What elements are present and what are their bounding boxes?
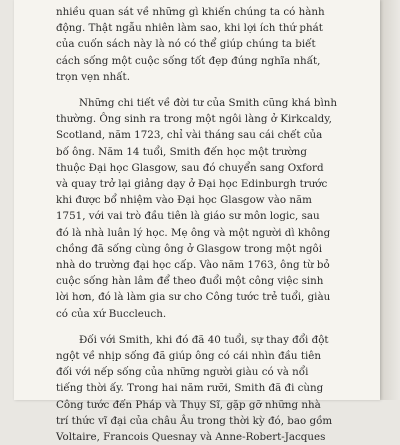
text-line: Công tước đến Pháp và Thụy Sĩ, gặp gỡ những nhà (56, 398, 321, 411)
text-line: Scotland, năm 1723, chỉ vài tháng sau cái chết của (56, 129, 323, 142)
text-line: lời hơn, đó là làm gia sư cho Công tước trẻ tuổi, giàu (56, 291, 331, 304)
text-line: 1751, với vai trò đầu tiên là giáo sư môn logic, sau (56, 210, 320, 223)
paragraph-spacer (56, 85, 360, 95)
book-page-edge (380, 0, 400, 400)
text-line: Voltaire, Francois Quesnay và Anne-Robert-Jacques (56, 431, 326, 444)
text-line: có của xứ Buccleuch. (56, 307, 167, 320)
text-line: khi được bổ nhiệm vào Đại học Glasgow vào năm (56, 194, 312, 207)
text-line: đối với nếp sống của những người giàu có và nổi (56, 366, 309, 379)
text-line: đó là nhà luân lý học. Mẹ ông và một người dì không (56, 226, 331, 239)
page-body-text (56, 4, 360, 445)
text-line: Những chi tiết về đời tư của Smith cũng khá bình (79, 97, 338, 110)
text-line: của cuốn sách này là nó có thể giúp chúng ta biết (56, 38, 316, 51)
text-line: chồng đã sống cùng ông ở Glasgow trong một ngôi (56, 242, 323, 255)
text-line: thuộc Đại học Glasgow, sau đó chuyển sang Oxford (56, 161, 324, 174)
paragraph-spacer (56, 322, 360, 332)
text-line: cuộc sống hàn lâm để theo đuổi một công việc sinh (56, 275, 324, 288)
paragraph-3 (56, 332, 360, 445)
paragraph-1 (56, 4, 360, 85)
text-line: Đối với Smith, khi đó đã 40 tuổi, sự thay đổi đột (79, 333, 329, 346)
paragraph-2 (56, 95, 360, 322)
text-line: cách sống một cuộc sống tốt đẹp đúng nghĩa nhất, (56, 54, 321, 67)
text-line: ngột về nhịp sống đã giúp ông có cái nhìn đầu tiên (56, 350, 321, 363)
text-line: và quay trở lại giảng dạy ở Đại học Edinburgh trước (56, 178, 328, 191)
text-line: nhiều quan sát về những gì khiến chúng ta có hành (56, 6, 325, 18)
text-line: bố ông. Năm 14 tuổi, Smith đến học một trường (56, 145, 307, 158)
text-line: trí thức vĩ đại của châu Âu trong thời kỳ đó, bao gồm (56, 414, 333, 427)
text-line: nhà do trường đại học cấp. Vào năm 1763, ông từ bỏ (56, 259, 330, 272)
text-line: thường. Ông sinh ra trong một ngôi làng ở Kirkcaldy, (56, 113, 332, 126)
text-line: tiếng thời ấy. Trong hai năm rưỡi, Smith đã đi cùng (56, 382, 324, 395)
book-page (14, 0, 380, 444)
text-line: trọn vẹn nhất. (56, 70, 130, 83)
text-line: động. Thật ngẫu nhiên làm sao, khi lợi ích thứ phát (56, 22, 323, 35)
